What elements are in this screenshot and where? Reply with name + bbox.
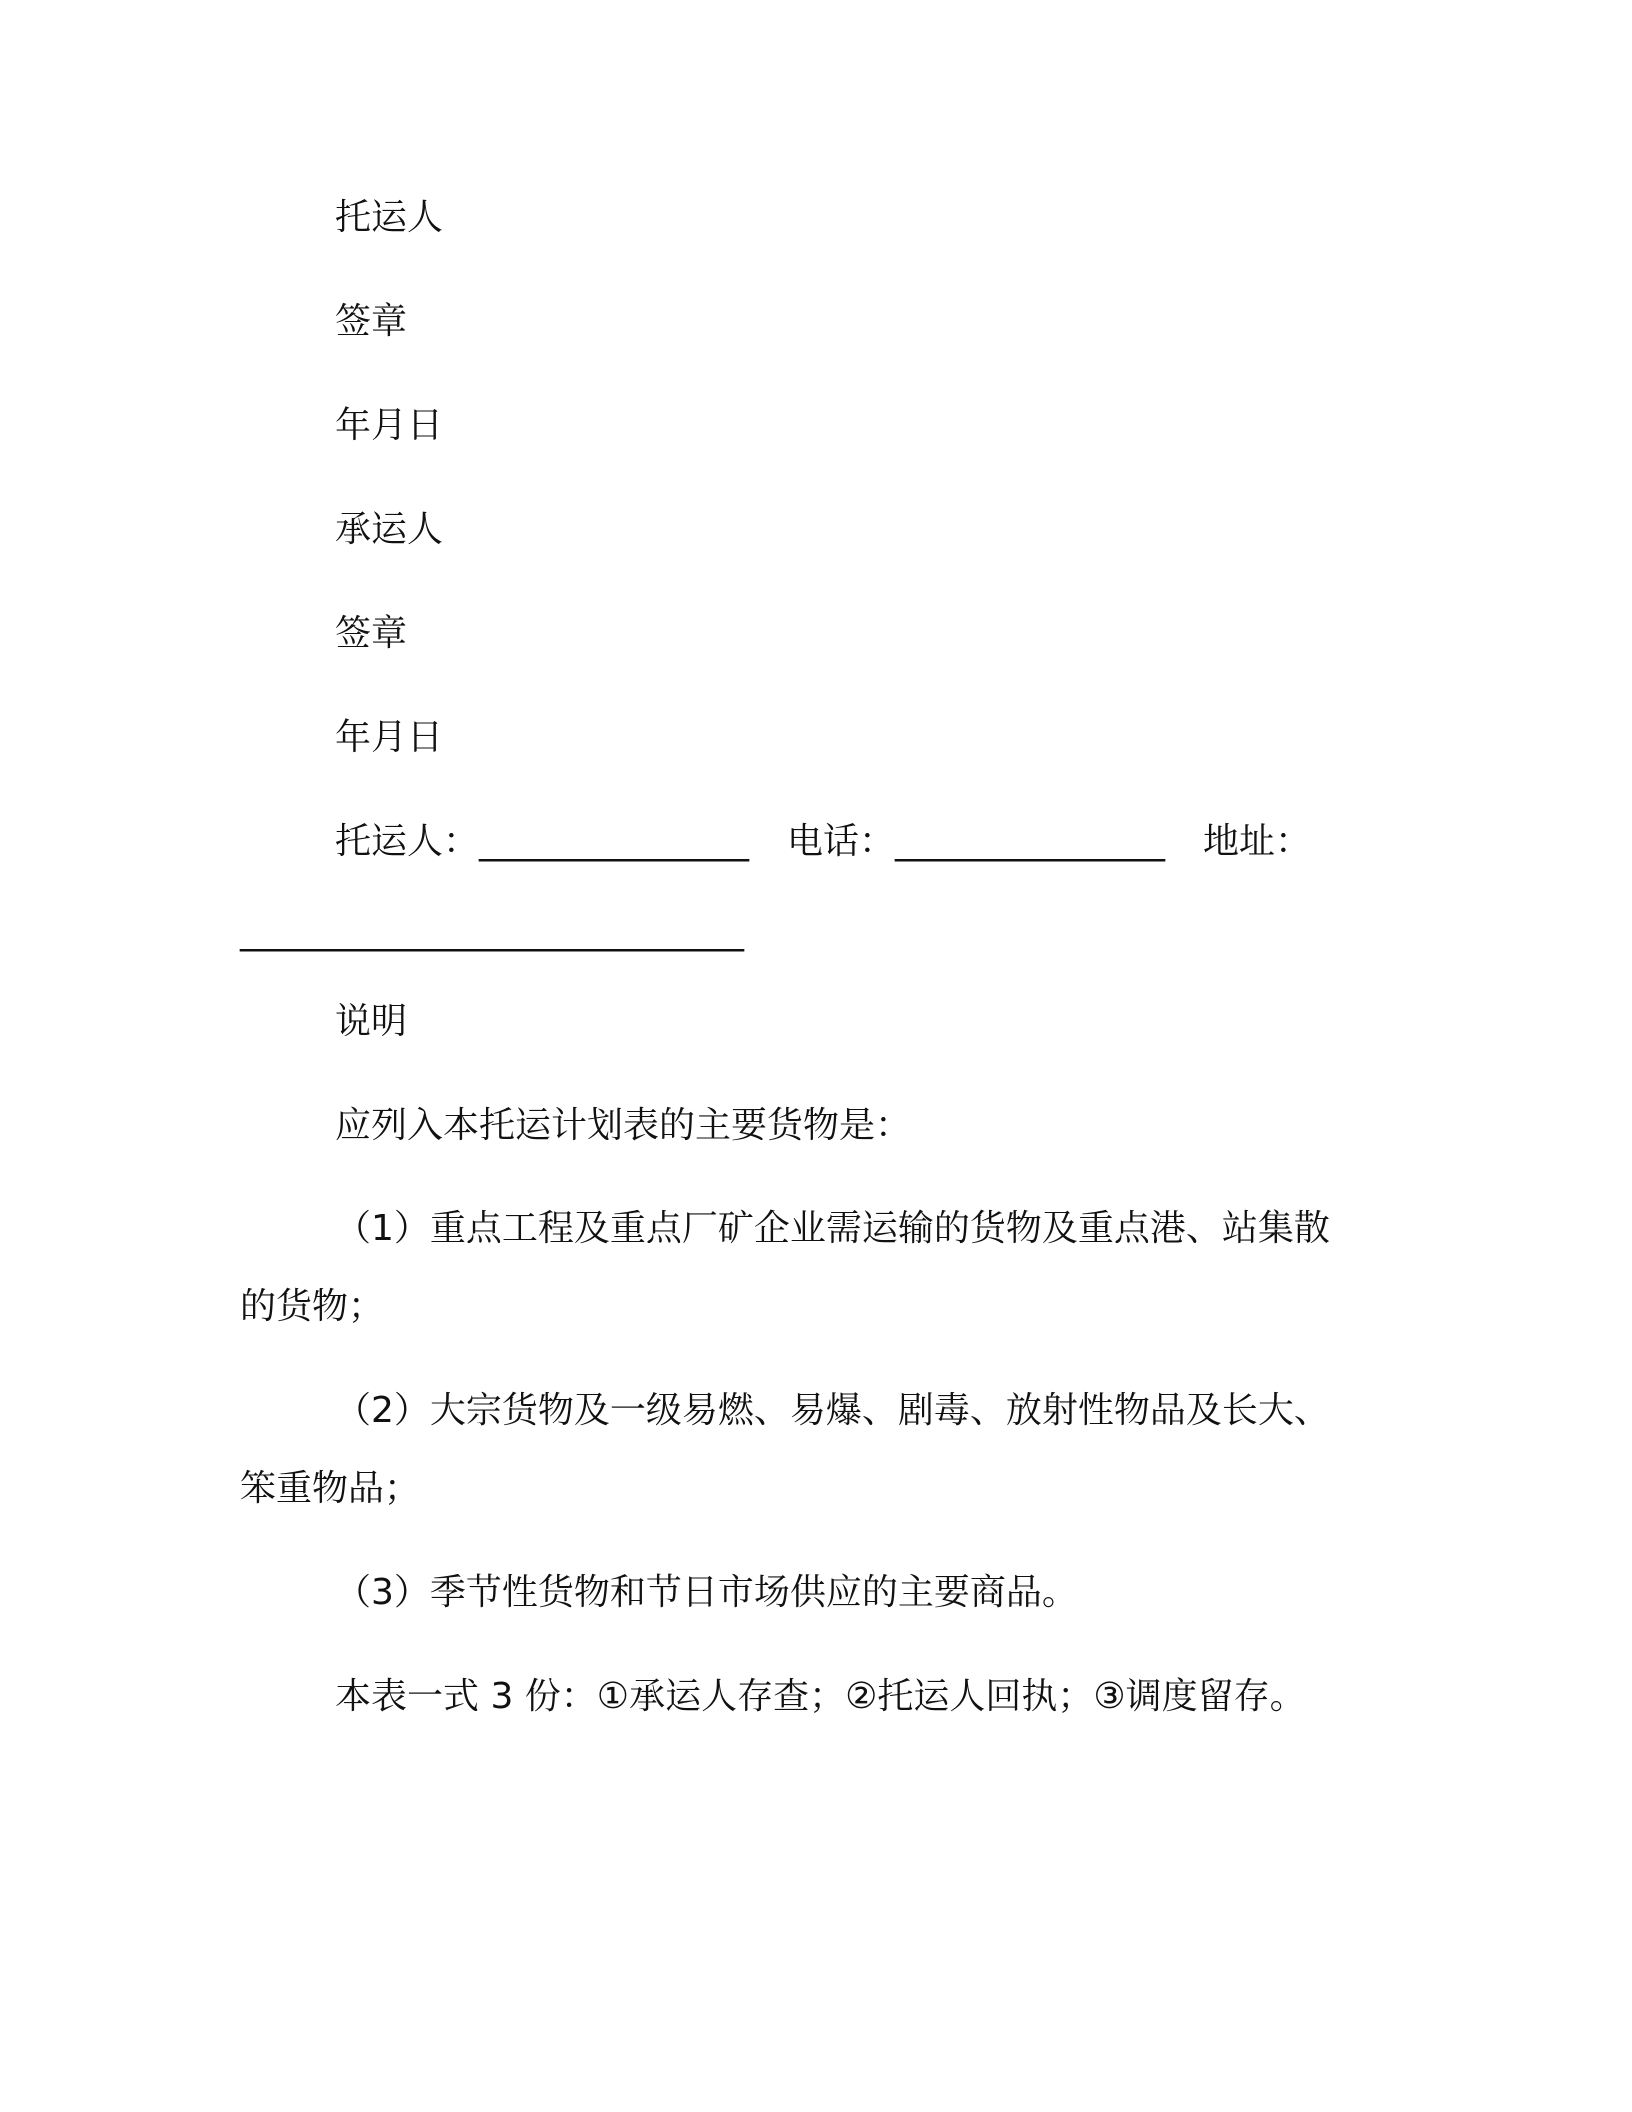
notes-item-2-line-2: 笨重物品；	[240, 1468, 421, 1509]
notes-intro: 应列入本托运计划表的主要货物是：	[335, 1105, 912, 1146]
consignor-seal-label: 签章	[335, 301, 408, 342]
contact-line	[335, 820, 1311, 864]
contact-address-label: 地址：	[1203, 821, 1312, 862]
contact-phone-blank: _______________	[895, 821, 1166, 862]
contact-consignor-label: 托运人：	[335, 821, 480, 862]
contact-address-blank: ____________________________	[240, 911, 744, 952]
notes-heading: 说明	[335, 1001, 408, 1042]
consignor-date-label: 年月日	[335, 405, 444, 446]
contact-consignor-blank: _______________	[479, 821, 750, 862]
carrier-label: 承运人	[335, 509, 444, 550]
notes-item-2-line-1: （2）大宗货物及一级易燃、易爆、剧毒、放射性物品及长大、	[335, 1390, 1330, 1431]
notes-copies: 本表一式 3 份：①承运人存查；②托运人回执；③调度留存。	[335, 1676, 1306, 1717]
notes-item-1-line-1: （1）重点工程及重点厂矿企业需运输的货物及重点港、站集散	[335, 1208, 1330, 1249]
notes-item-3: （3）季节性货物和节日市场供应的主要商品。	[335, 1572, 1078, 1613]
consignor-label: 托运人	[335, 197, 444, 238]
contact-phone-label: 电话：	[787, 821, 896, 862]
carrier-date-label: 年月日	[335, 717, 444, 758]
carrier-seal-label: 签章	[335, 613, 408, 654]
notes-item-1-line-2: 的货物；	[240, 1286, 385, 1327]
